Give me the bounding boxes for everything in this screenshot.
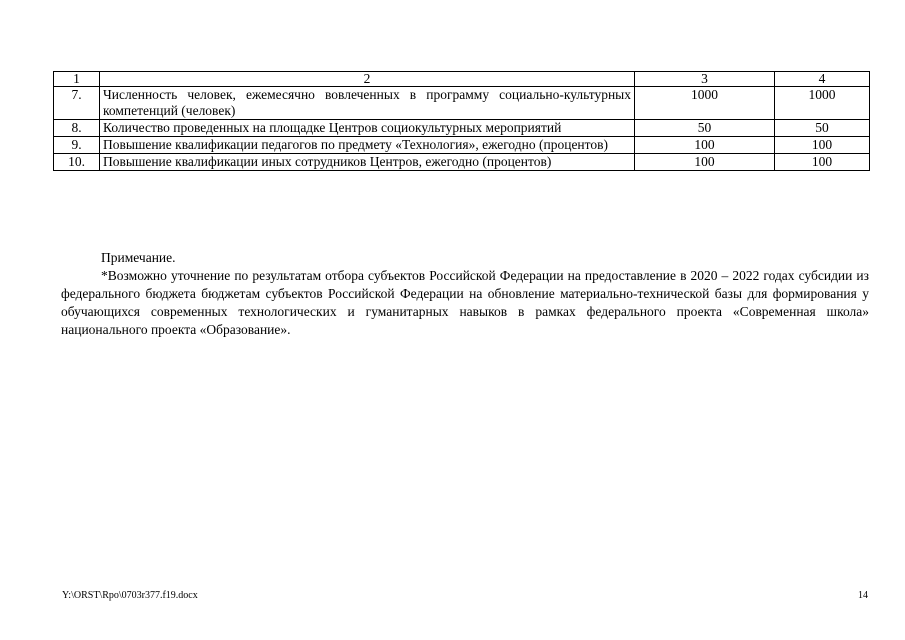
- row-number: 10.: [54, 154, 100, 171]
- header-cell-1: 1: [54, 72, 100, 87]
- row-indicator: Количество проведенных на площадке Центров социокультурных мероприятий: [100, 120, 635, 137]
- note-section: [61, 249, 869, 339]
- row-value-col3: 50: [635, 120, 775, 137]
- header-cell-4: 4: [775, 72, 870, 87]
- table-row: [54, 154, 870, 171]
- footer-file-path: Y:\ORST\Rpo\0703r377.f19.docx: [62, 590, 198, 601]
- table-row: [54, 137, 870, 154]
- header-cell-2: 2: [100, 72, 635, 87]
- row-number: 9.: [54, 137, 100, 154]
- indicators-table: [53, 71, 870, 171]
- row-value-col4: 100: [775, 154, 870, 171]
- table-row: [54, 120, 870, 137]
- row-value-col3: 1000: [635, 87, 775, 120]
- row-indicator: Повышение квалификации педагогов по предмету «Технология», ежегодно (процентов): [100, 137, 635, 154]
- table-row: [54, 87, 870, 120]
- row-indicator: Повышение квалификации иных сотрудников Центров, ежегодно (процентов): [100, 154, 635, 171]
- row-value-col3: 100: [635, 154, 775, 171]
- row-number: 7.: [54, 87, 100, 120]
- note-heading: Примечание.: [101, 250, 176, 265]
- row-value-col3: 100: [635, 137, 775, 154]
- table-header-row: [54, 72, 870, 87]
- row-indicator: Численность человек, ежемесячно вовлеченных в программу социально-культурных компетенций (человек): [100, 87, 635, 120]
- row-value-col4: 50: [775, 120, 870, 137]
- header-cell-3: 3: [635, 72, 775, 87]
- row-value-col4: 100: [775, 137, 870, 154]
- page-number: 14: [858, 590, 868, 601]
- row-number: 8.: [54, 120, 100, 137]
- row-value-col4: 1000: [775, 87, 870, 120]
- note-body: *Возможно уточнение по результатам отбора субъектов Российской Федерации на предоставление в 2020 – 2022 годах субсидии из федерального бюджета бюджетам субъектов Российской Федерации на обновление материально-технической базы для формирования у обучающихся современных технологических и гуманитарных навыков в рамках федерального проекта «Современная школа» национального проекта «Образование».: [61, 268, 869, 337]
